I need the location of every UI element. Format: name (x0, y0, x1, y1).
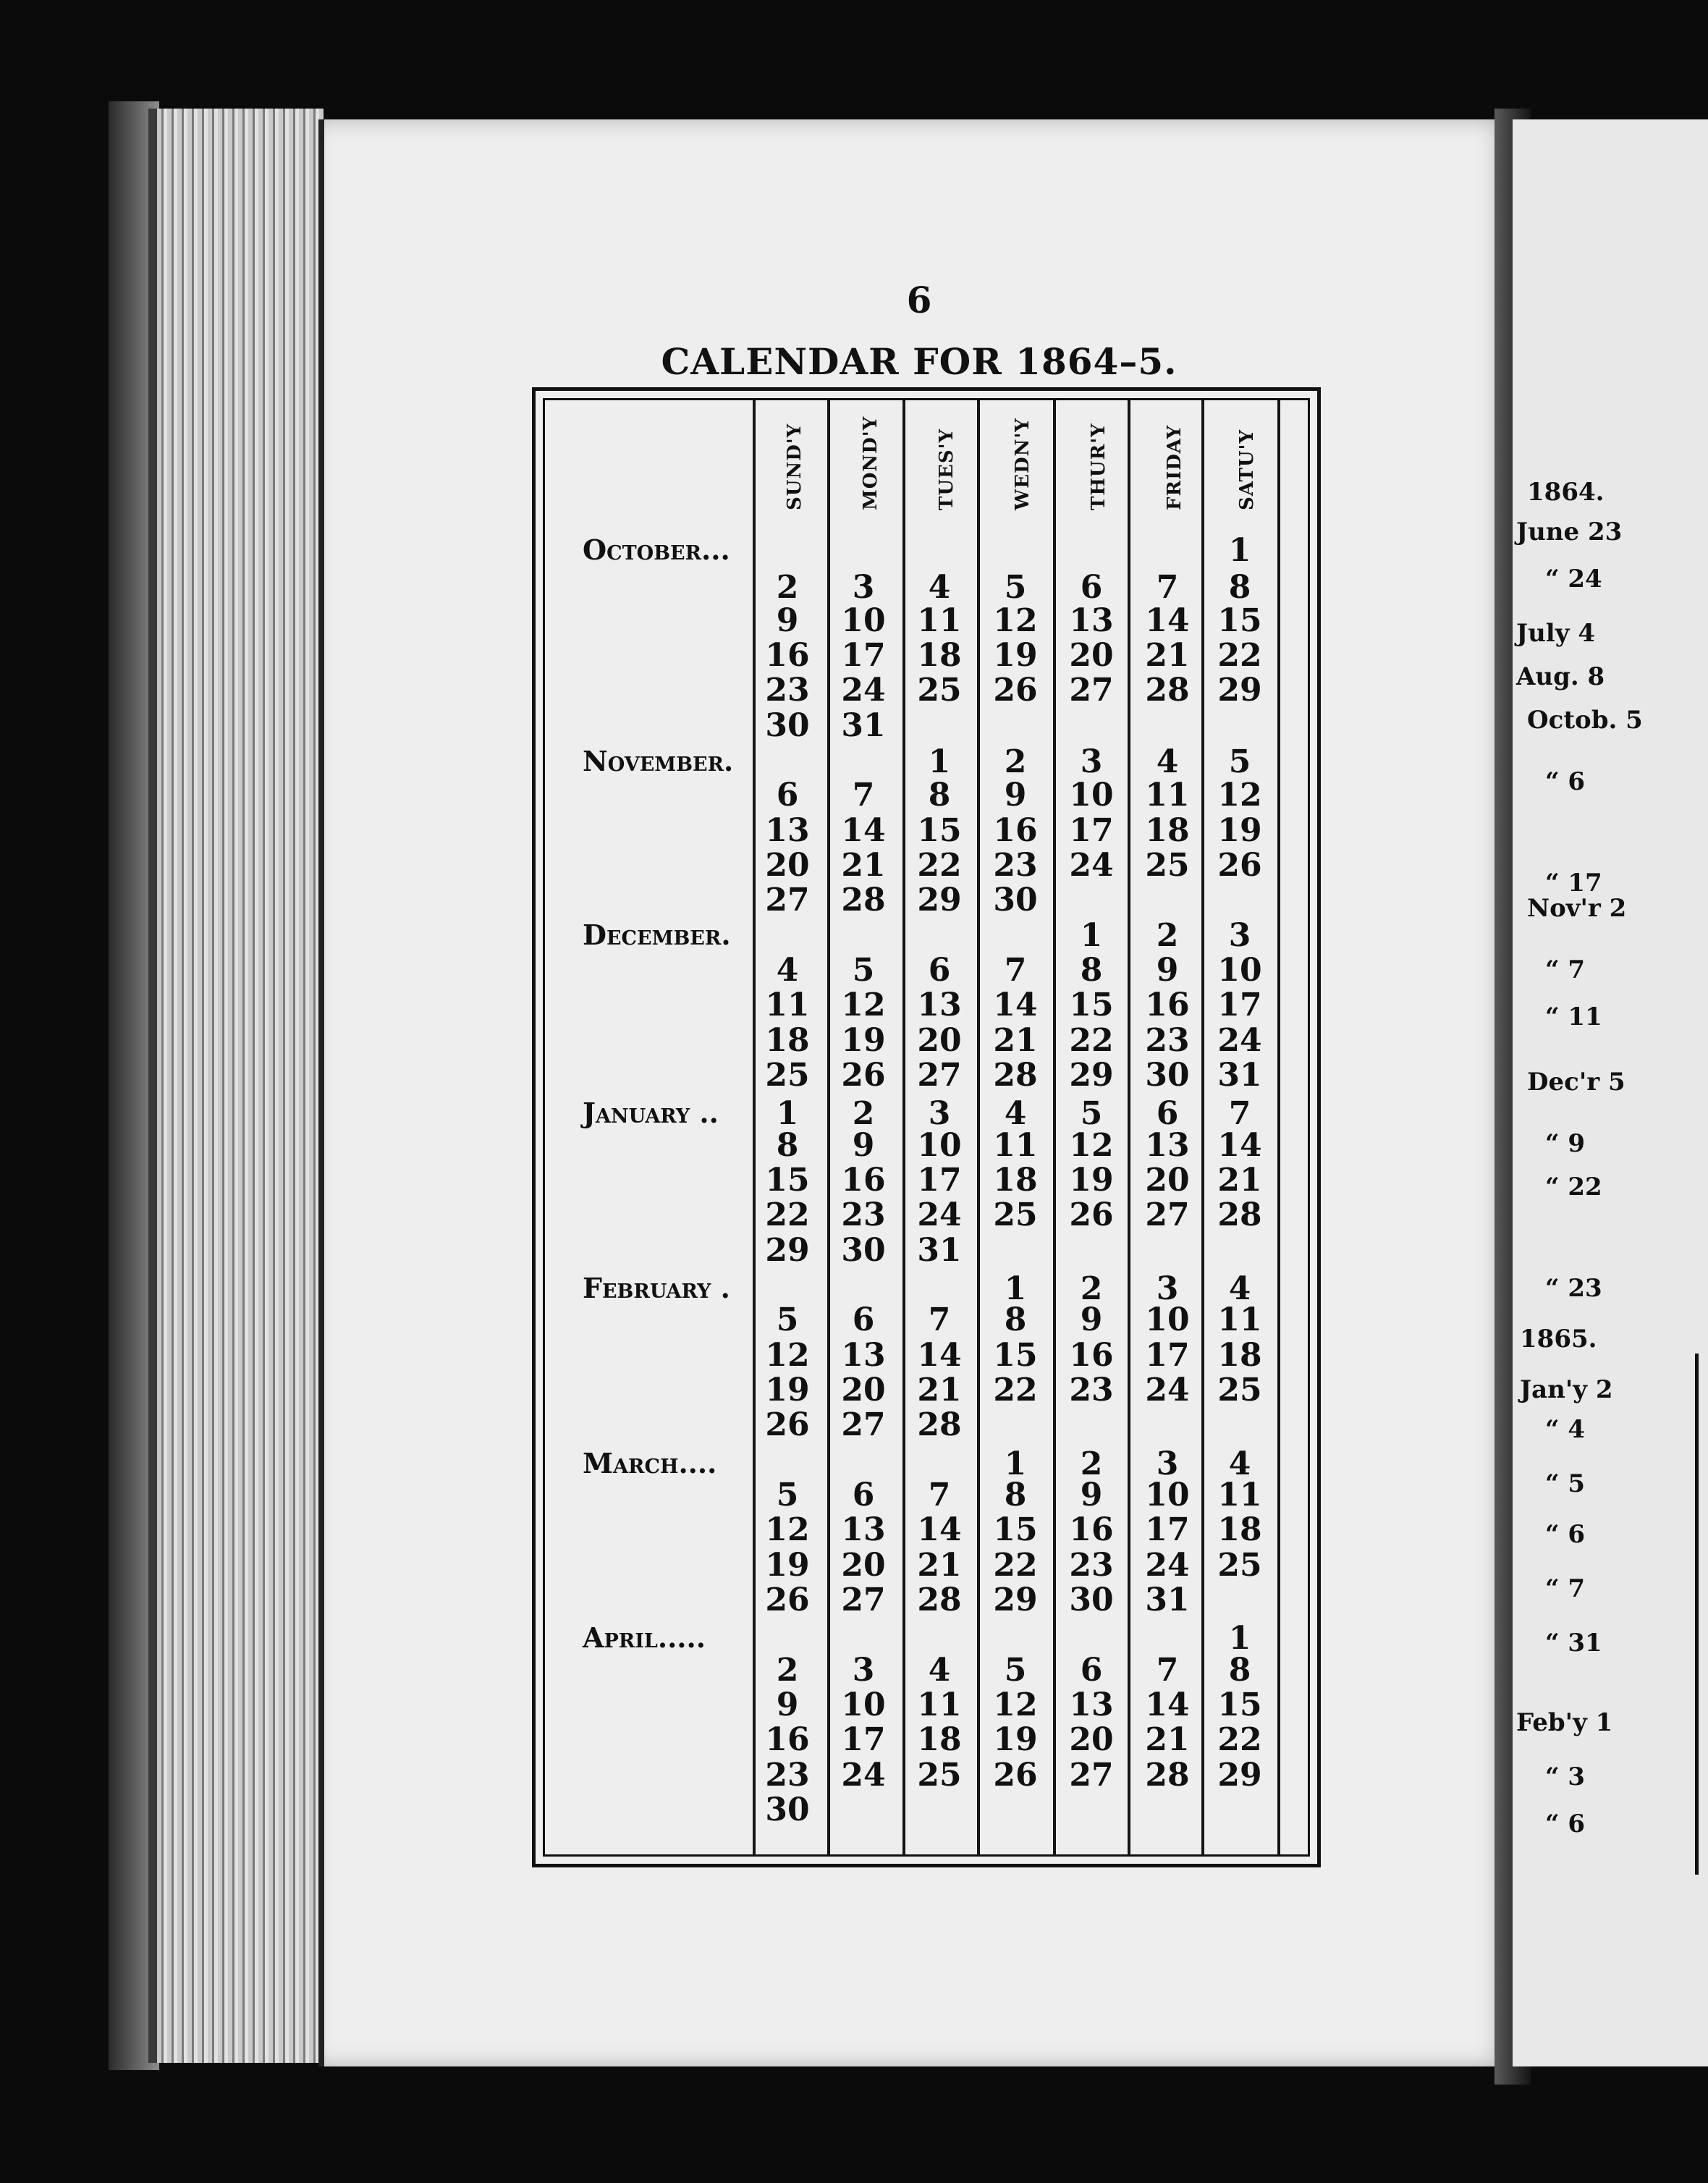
date-cell: 2 (1004, 743, 1027, 781)
date-cell: 11 (917, 601, 962, 639)
date-cell: 3 (1156, 1445, 1179, 1482)
date-cell: 10 (841, 601, 886, 639)
date-cell: 12 (1069, 1126, 1114, 1164)
date-cell: 9 (776, 1686, 799, 1724)
right-page-fragment: “ 4 (1545, 1415, 1586, 1444)
date-cell: 18 (1217, 1511, 1262, 1549)
date-cell: 1 (928, 743, 951, 781)
date-cell: 23 (1145, 1021, 1190, 1059)
date-cell: 4 (1156, 743, 1179, 781)
date-cell: 5 (852, 952, 875, 989)
date-cell: 26 (765, 1406, 810, 1444)
date-cell: 3 (1080, 743, 1103, 781)
date-cell: 26 (993, 1756, 1038, 1794)
date-cell: 24 (841, 672, 886, 709)
date-cell: 25 (1145, 847, 1190, 884)
date-cell: 29 (993, 1582, 1038, 1619)
date-cell: 1 (1004, 1270, 1027, 1307)
page-title: CALENDAR FOR 1864–5. (661, 340, 1178, 383)
date-cell: 24 (841, 1756, 886, 1794)
date-cell: 2 (776, 568, 799, 606)
month-label: March.... (583, 1446, 717, 1479)
date-cell: 18 (993, 1162, 1038, 1199)
date-cell: 1 (1080, 916, 1103, 954)
date-cell: 15 (993, 1336, 1038, 1374)
right-page-fragment: “ 3 (1545, 1762, 1586, 1791)
date-cell: 16 (765, 1721, 810, 1759)
date-cell: 19 (1217, 811, 1262, 849)
right-page-fragment: “ 7 (1545, 1574, 1586, 1603)
date-cell: 25 (917, 672, 962, 709)
month-label: October... (583, 533, 730, 566)
date-cell: 25 (765, 1057, 810, 1094)
date-cell: 14 (917, 1336, 962, 1374)
date-cell: 20 (841, 1372, 886, 1409)
date-cell: 29 (1069, 1057, 1114, 1094)
date-cell: 7 (928, 1301, 951, 1339)
date-cell: 1 (776, 1095, 799, 1133)
month-label: January .. (583, 1097, 719, 1130)
date-cell: 4 (1228, 1270, 1251, 1307)
date-cell: 6 (1080, 1651, 1103, 1689)
date-cell: 7 (1156, 1651, 1179, 1689)
right-page-fragment: “ 24 (1545, 565, 1602, 594)
right-page-fragment: “ 5 (1545, 1469, 1586, 1498)
right-page (1513, 119, 1708, 2066)
date-cell: 22 (765, 1196, 810, 1234)
date-cell: 11 (993, 1126, 1038, 1164)
date-cell: 8 (776, 1126, 799, 1164)
month-label: November. (583, 745, 734, 778)
date-cell: 8 (1080, 952, 1103, 989)
date-cell: 8 (1004, 1301, 1027, 1339)
date-cell: 1 (1228, 532, 1251, 569)
book-page-edges (148, 109, 324, 2063)
page-number: 6 (906, 279, 932, 321)
date-cell: 25 (1217, 1546, 1262, 1584)
date-cell: 9 (1004, 777, 1027, 814)
date-cell: 6 (852, 1477, 875, 1514)
date-cell: 20 (917, 1021, 962, 1059)
date-cell: 14 (1217, 1126, 1262, 1164)
date-cell: 13 (1069, 1686, 1114, 1724)
date-cell: 23 (993, 847, 1038, 884)
date-cell: 19 (765, 1546, 810, 1584)
date-cell: 28 (1145, 672, 1190, 709)
date-cell: 13 (1145, 1126, 1190, 1164)
right-page-fragment: “ 9 (1545, 1129, 1586, 1158)
date-cell: 8 (928, 777, 951, 814)
date-cell: 12 (993, 1686, 1038, 1724)
date-cell: 14 (993, 987, 1038, 1024)
date-cell: 9 (852, 1126, 875, 1164)
day-header: FRIDAY (1164, 424, 1185, 510)
day-header: MOND'Y (860, 415, 882, 510)
date-cell: 27 (917, 1057, 962, 1094)
date-cell: 16 (1069, 1511, 1114, 1549)
date-cell: 27 (841, 1582, 886, 1619)
right-page-fragment: “ 7 (1545, 955, 1586, 984)
date-cell: 20 (1069, 1721, 1114, 1759)
date-cell: 2 (1080, 1270, 1103, 1307)
date-cell: 17 (1069, 811, 1114, 849)
date-cell: 27 (1069, 672, 1114, 709)
column-rule (902, 400, 905, 1855)
right-page-rule (1695, 1354, 1699, 1875)
date-cell: 13 (841, 1336, 886, 1374)
date-cell: 21 (993, 1021, 1038, 1059)
date-cell: 30 (993, 882, 1038, 919)
date-cell: 31 (917, 1231, 962, 1269)
right-page-fragment: Jan'y 2 (1520, 1375, 1613, 1404)
date-cell: 25 (1217, 1372, 1262, 1409)
date-cell: 30 (1069, 1582, 1114, 1619)
right-page-fragment: “ 6 (1545, 1520, 1586, 1549)
date-cell: 23 (765, 672, 810, 709)
date-cell: 17 (1145, 1511, 1190, 1549)
date-cell: 2 (776, 1651, 799, 1689)
date-cell: 10 (1145, 1477, 1190, 1514)
date-cell: 11 (917, 1686, 962, 1724)
date-cell: 15 (1217, 601, 1262, 639)
date-cell: 25 (993, 1196, 1038, 1234)
right-page-fragment: July 4 (1516, 619, 1595, 648)
date-cell: 29 (765, 1231, 810, 1269)
date-cell: 3 (852, 568, 875, 606)
date-cell: 7 (1156, 568, 1179, 606)
column-rule (1201, 400, 1204, 1855)
date-cell: 23 (765, 1756, 810, 1794)
date-cell: 15 (765, 1162, 810, 1199)
date-cell: 14 (917, 1511, 962, 1549)
date-cell: 30 (841, 1231, 886, 1269)
day-header: WEDN'Y (1012, 418, 1033, 510)
date-cell: 5 (1004, 568, 1027, 606)
date-cell: 26 (993, 672, 1038, 709)
date-cell: 16 (841, 1162, 886, 1199)
date-cell: 14 (1145, 1686, 1190, 1724)
date-cell: 8 (1228, 568, 1251, 606)
date-cell: 10 (1145, 1301, 1190, 1339)
date-cell: 28 (841, 882, 886, 919)
right-page-fragment: Feb'y 1 (1516, 1708, 1613, 1737)
date-cell: 23 (1069, 1372, 1114, 1409)
date-cell: 17 (917, 1162, 962, 1199)
date-cell: 31 (841, 706, 886, 744)
date-cell: 15 (993, 1511, 1038, 1549)
date-cell: 11 (1145, 777, 1190, 814)
column-rule (1053, 400, 1056, 1855)
date-cell: 19 (993, 1721, 1038, 1759)
date-cell: 1 (1004, 1445, 1027, 1482)
date-cell: 5 (1228, 743, 1251, 781)
date-cell: 10 (917, 1126, 962, 1164)
date-cell: 17 (841, 1721, 886, 1759)
date-cell: 6 (1080, 568, 1103, 606)
right-page-fragment: “ 17 (1545, 869, 1602, 898)
date-cell: 8 (1228, 1651, 1251, 1689)
date-cell: 6 (852, 1301, 875, 1339)
date-cell: 29 (1217, 672, 1262, 709)
day-header: SUND'Y (784, 423, 806, 510)
date-cell: 5 (776, 1477, 799, 1514)
date-cell: 18 (765, 1021, 810, 1059)
date-cell: 21 (1217, 1162, 1262, 1199)
date-cell: 23 (1069, 1546, 1114, 1584)
date-cell: 13 (841, 1511, 886, 1549)
date-cell: 5 (776, 1301, 799, 1339)
column-rule (1277, 400, 1280, 1855)
date-cell: 20 (1145, 1162, 1190, 1199)
date-cell: 4 (928, 1651, 951, 1689)
date-cell: 28 (1145, 1756, 1190, 1794)
date-cell: 3 (1228, 916, 1251, 954)
date-cell: 2 (1156, 916, 1179, 954)
date-cell: 27 (841, 1406, 886, 1444)
right-page-fragment: “ 22 (1545, 1173, 1602, 1202)
date-cell: 12 (993, 601, 1038, 639)
date-cell: 29 (917, 882, 962, 919)
date-cell: 30 (765, 1791, 810, 1829)
date-cell: 16 (1145, 987, 1190, 1024)
date-cell: 3 (928, 1095, 951, 1133)
date-cell: 15 (1217, 1686, 1262, 1724)
date-cell: 4 (1004, 1095, 1027, 1133)
date-cell: 30 (765, 706, 810, 744)
date-cell: 6 (928, 952, 951, 989)
date-cell: 18 (1145, 811, 1190, 849)
date-cell: 22 (993, 1546, 1038, 1584)
date-cell: 16 (765, 637, 810, 674)
date-cell: 28 (1217, 1196, 1262, 1234)
date-cell: 11 (1217, 1301, 1262, 1339)
date-cell: 4 (1228, 1445, 1251, 1482)
date-cell: 27 (1145, 1196, 1190, 1234)
date-cell: 9 (776, 601, 799, 639)
date-cell: 29 (1217, 1756, 1262, 1794)
right-page-fragment: “ 6 (1545, 1810, 1586, 1838)
right-page-fragment: June 23 (1516, 518, 1623, 546)
date-cell: 18 (917, 1721, 962, 1759)
date-cell: 7 (1004, 952, 1027, 989)
column-rule (827, 400, 830, 1855)
day-header: SATU'Y (1236, 428, 1258, 510)
date-cell: 24 (1069, 847, 1114, 884)
date-cell: 19 (1069, 1162, 1114, 1199)
date-cell: 3 (1156, 1270, 1179, 1307)
date-cell: 5 (1080, 1095, 1103, 1133)
date-cell: 7 (852, 777, 875, 814)
date-cell: 4 (776, 952, 799, 989)
right-page-fragment: 1865. (1520, 1325, 1597, 1354)
date-cell: 2 (1080, 1445, 1103, 1482)
right-page-fragment: Dec'r 5 (1527, 1068, 1625, 1097)
date-cell: 19 (765, 1372, 810, 1409)
date-cell: 24 (1217, 1021, 1262, 1059)
date-cell: 31 (1217, 1057, 1262, 1094)
date-cell: 14 (841, 811, 886, 849)
date-cell: 22 (1217, 1721, 1262, 1759)
date-cell: 16 (993, 811, 1038, 849)
date-cell: 18 (917, 637, 962, 674)
date-cell: 22 (917, 847, 962, 884)
date-cell: 5 (1004, 1651, 1027, 1689)
date-cell: 26 (1069, 1196, 1114, 1234)
day-header: THUR'Y (1088, 423, 1109, 510)
date-cell: 26 (765, 1582, 810, 1619)
date-cell: 10 (1069, 777, 1114, 814)
date-cell: 21 (1145, 1721, 1190, 1759)
date-cell: 9 (1156, 952, 1179, 989)
date-cell: 23 (841, 1196, 886, 1234)
date-cell: 10 (1217, 952, 1262, 989)
date-cell: 4 (928, 568, 951, 606)
date-cell: 13 (917, 987, 962, 1024)
date-cell: 11 (1217, 1477, 1262, 1514)
month-label: December. (583, 918, 731, 951)
day-header: TUES'Y (936, 428, 957, 510)
date-cell: 27 (765, 882, 810, 919)
right-page-fragment: Nov'r 2 (1527, 894, 1627, 923)
date-cell: 15 (1069, 987, 1114, 1024)
date-cell: 7 (1228, 1095, 1251, 1133)
date-cell: 24 (917, 1196, 962, 1234)
date-cell: 27 (1069, 1756, 1114, 1794)
date-cell: 17 (1145, 1336, 1190, 1374)
date-cell: 20 (841, 1546, 886, 1584)
date-cell: 1 (1228, 1620, 1251, 1658)
date-cell: 6 (1156, 1095, 1179, 1133)
date-cell: 6 (776, 777, 799, 814)
date-cell: 28 (917, 1582, 962, 1619)
right-page-fragment: Octob. 5 (1527, 706, 1643, 735)
right-page-fragment: “ 11 (1545, 1002, 1602, 1031)
right-page-fragment: Aug. 8 (1516, 662, 1605, 691)
date-cell: 24 (1145, 1372, 1190, 1409)
date-cell: 26 (1217, 847, 1262, 884)
date-cell: 11 (765, 987, 810, 1024)
month-label: February . (583, 1271, 730, 1304)
date-cell: 14 (1145, 601, 1190, 639)
date-cell: 19 (993, 637, 1038, 674)
date-cell: 9 (1080, 1477, 1103, 1514)
date-cell: 24 (1145, 1546, 1190, 1584)
date-cell: 22 (1069, 1021, 1114, 1059)
date-cell: 20 (1069, 637, 1114, 674)
date-cell: 12 (765, 1511, 810, 1549)
right-page-fragment: “ 31 (1545, 1629, 1602, 1658)
date-cell: 12 (1217, 777, 1262, 814)
date-cell: 19 (841, 1021, 886, 1059)
date-cell: 20 (765, 847, 810, 884)
month-label: April..... (583, 1621, 706, 1655)
date-cell: 17 (1217, 987, 1262, 1024)
date-cell: 2 (852, 1095, 875, 1133)
date-cell: 22 (1217, 637, 1262, 674)
date-cell: 12 (841, 987, 886, 1024)
date-cell: 21 (917, 1372, 962, 1409)
date-cell: 31 (1145, 1582, 1190, 1619)
date-cell: 21 (841, 847, 886, 884)
right-page-fragment: “ 23 (1545, 1274, 1602, 1303)
date-cell: 7 (928, 1477, 951, 1514)
right-page-fragment: 1864. (1527, 478, 1605, 507)
right-page-fragment: “ 6 (1545, 767, 1586, 796)
date-cell: 28 (993, 1057, 1038, 1094)
date-cell: 26 (841, 1057, 886, 1094)
date-cell: 15 (917, 811, 962, 849)
column-rule (1128, 400, 1130, 1855)
date-cell: 8 (1004, 1477, 1027, 1514)
date-cell: 9 (1080, 1301, 1103, 1339)
date-cell: 17 (841, 637, 886, 674)
date-cell: 25 (917, 1756, 962, 1794)
date-cell: 3 (852, 1651, 875, 1689)
date-cell: 21 (1145, 637, 1190, 674)
date-cell: 10 (841, 1686, 886, 1724)
column-rule (977, 400, 980, 1855)
date-cell: 18 (1217, 1336, 1262, 1374)
date-cell: 22 (993, 1372, 1038, 1409)
date-cell: 16 (1069, 1336, 1114, 1374)
date-cell: 12 (765, 1336, 810, 1374)
date-cell: 28 (917, 1406, 962, 1444)
date-cell: 21 (917, 1546, 962, 1584)
date-cell: 13 (1069, 601, 1114, 639)
date-cell: 30 (1145, 1057, 1190, 1094)
date-cell: 13 (765, 811, 810, 849)
